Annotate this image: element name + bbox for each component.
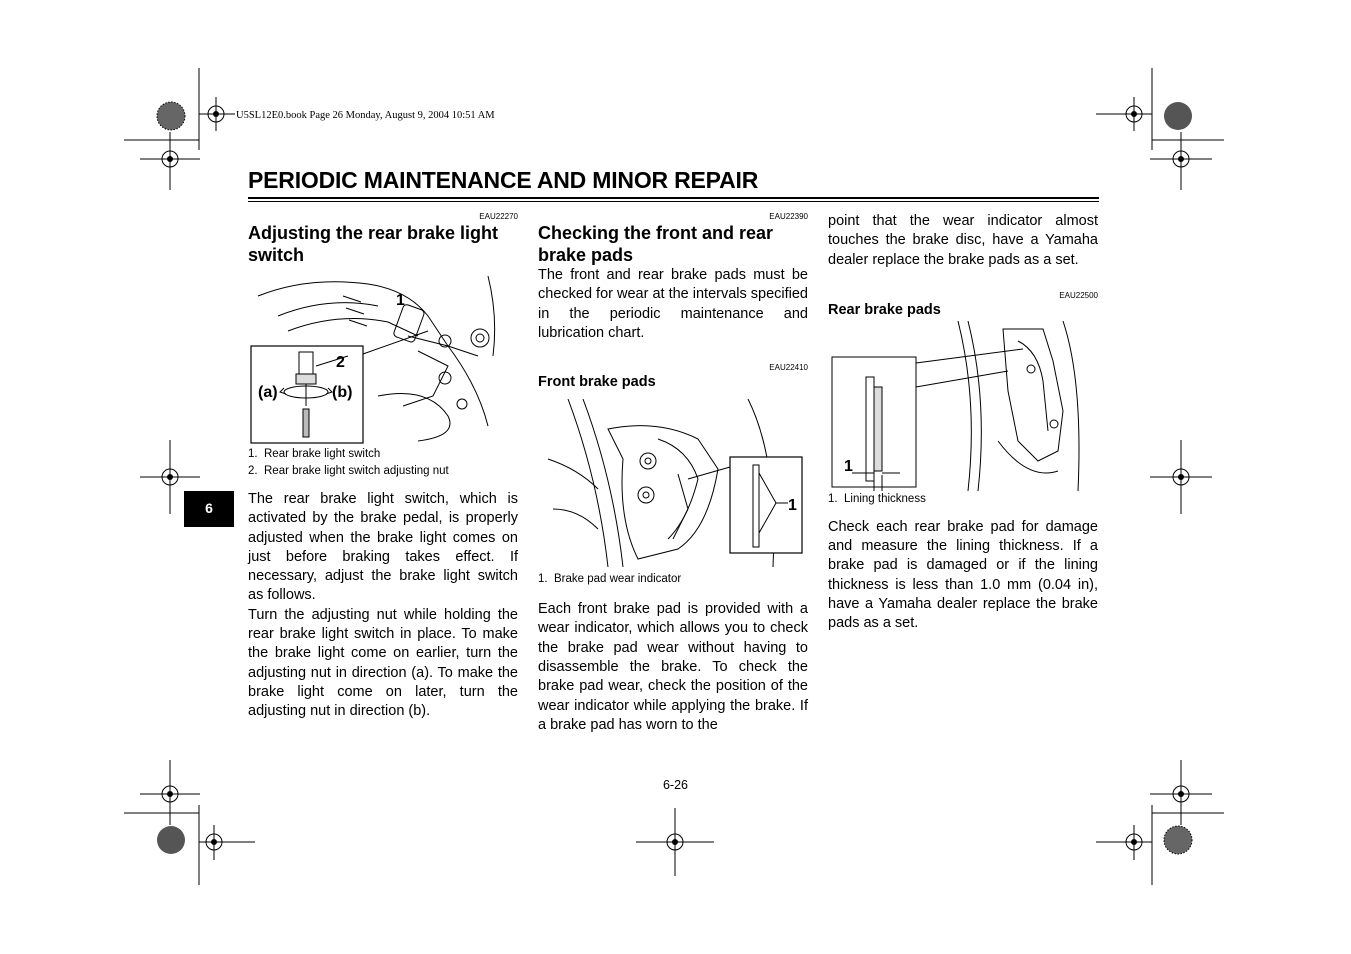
book-slug: U5SL12E0.book Page 26 Monday, August 9, 2004 10:51 AM xyxy=(236,110,495,121)
figure-caption: 1. Lining thickness xyxy=(828,492,926,505)
body-paragraph: Each front brake pad is provided with a wear indicator, which allows you to check the brake pad wear without having to disassemble the brake. To check the brake pad wear, check the position of the wear indicator while applying the brake. If a brake pad has worn to the xyxy=(538,601,808,733)
direction-a-label: (a) xyxy=(258,384,278,401)
section-heading: Checking the front and rear brake pads xyxy=(538,223,774,265)
figure-caption: 1. Rear brake light switch xyxy=(248,448,381,460)
column-rear-brake-light-switch xyxy=(248,212,518,722)
body-paragraph: Turn the adjusting nut while holding the rear brake light switch in place. To make the brake light come on earlier, turn the adjusting nut in direction (a). To make the brake light come on later, turn the adjusting nut in direction (b). xyxy=(248,606,518,720)
section-heading: Adjusting the rear brake light switch xyxy=(248,223,499,265)
title-rule-thin xyxy=(248,201,1099,202)
callout-1-label: 1 xyxy=(396,292,405,309)
page-number: 6-26 xyxy=(662,778,689,792)
brake-light-switch-illustration xyxy=(248,276,498,444)
column-checking-brake-pads xyxy=(538,212,808,735)
title-rule xyxy=(248,197,1099,199)
chapter-tab: 6 xyxy=(184,491,234,527)
front-brake-pad-illustration xyxy=(538,399,806,567)
page-title: PERIODIC MAINTENANCE AND MINOR REPAIR xyxy=(248,167,759,193)
body-paragraph: The front and rear brake pads must be checked for wear at the intervals specified in the periodic maintenance and lubrication chart. xyxy=(538,267,808,341)
figure-caption-list xyxy=(828,491,1098,508)
section-code: EAU22390 xyxy=(769,212,808,221)
callout-1-label: 1 xyxy=(788,497,797,515)
callout-2-label: 2 xyxy=(336,354,345,371)
figure-caption: 2. Rear brake light switch adjusting nut xyxy=(248,465,449,477)
column-rear-brake-pads xyxy=(828,212,1098,634)
subsection-heading: Front brake pads xyxy=(538,374,656,391)
rear-brake-pad-illustration xyxy=(828,321,1098,491)
figure-caption-list xyxy=(248,446,518,480)
body-paragraph: The rear brake light switch, which is activated by the brake pedal, is properly adjusted when the brake light comes on just before braking takes effect. If necessary, adjust the brake light switch as follows. xyxy=(248,491,518,604)
section-code: EAU22410 xyxy=(769,363,808,373)
figure-caption: 1. Brake pad wear indicator xyxy=(538,573,682,586)
body-paragraph-continued: point that the wear indicator almost touches the brake disc, have a Yamaha dealer replace the brake pads as a set. xyxy=(828,213,1098,268)
body-paragraph: Check each rear brake pad for damage and measure the lining thickness. If a brake pad is damaged or if the lining thickness is less than 1.0 mm (0.04 in), have a Yamaha dealer replace the brake pads as a set. xyxy=(828,518,1098,632)
section-code: EAU22500 xyxy=(1059,290,1098,300)
subsection-heading: Rear brake pads xyxy=(828,301,941,318)
figure-caption-list xyxy=(538,571,808,588)
direction-b-label: (b) xyxy=(332,384,353,401)
section-code: EAU22270 xyxy=(479,212,518,221)
callout-1-label: 1 xyxy=(844,457,853,475)
